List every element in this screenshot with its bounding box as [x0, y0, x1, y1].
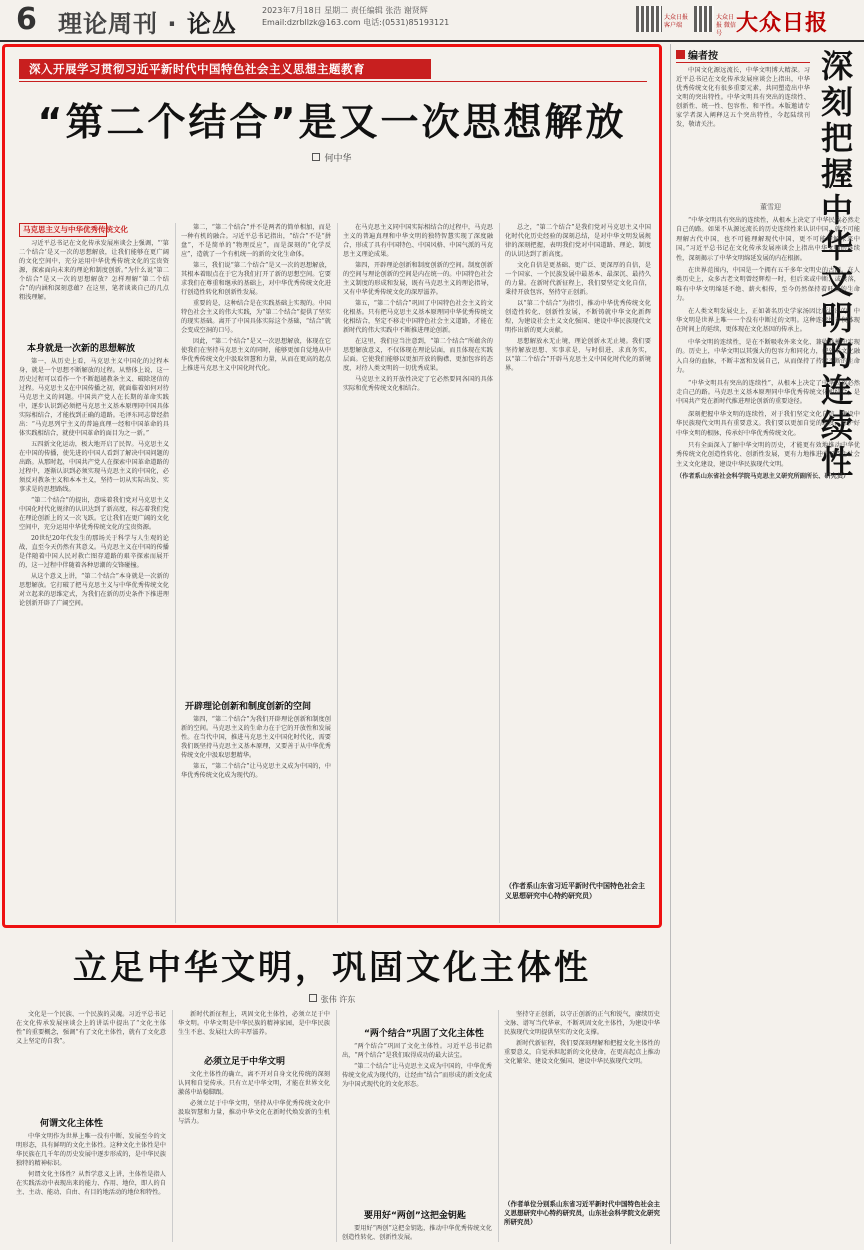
- editors-note-text: [676, 66, 810, 166]
- newspaper-logo: 大众日报: [736, 10, 829, 36]
- article-column-2b: [181, 715, 331, 925]
- byline-box-icon: [312, 153, 320, 161]
- article2-column-1a: [16, 1010, 166, 1110]
- qr2-label: 大众日报 微信号: [716, 14, 736, 37]
- paragraph: “第二个结合”的提出，意味着我们党对马克思主义中国化时代化规律的认识达到了新高度，标志着我们党在理论创新上的又一次飞跃。它让我们在更广阔的文化空间中，充分运用中华优秀传统文化的宝贵资源。: [19, 497, 169, 531]
- paragraph: 第三，我们说“第二个结合”是又一次的思想解放，其根本着眼点在于它为我们打开了新的思想空间。它要求我们在尊重和继承的基础上，对中华优秀传统文化进行创造性转化和创新性发展。: [181, 262, 331, 296]
- paragraph: 以“第二个结合”为指引，推动中华优秀传统文化创造性转化、创新性发展，不断铸就中华文化新辉煌，为建设社会主义文化强国、建设中华民族现代文明作出新的更大贡献。: [505, 300, 651, 334]
- paragraph: 文化是一个民族、一个民族的灵魂。习近平总书记在文化传承发展座谈会上的讲话中提出了“文化主体性”的重要概念，强调“有了文化主体性，就有了文化意义上坚定的自我”。: [16, 1011, 166, 1045]
- paragraph: 要用好“两创”这把金钥匙，推动中华优秀传统文化创造性转化、创新性发展。: [342, 1225, 492, 1241]
- article-column-4: [505, 223, 651, 873]
- author-note: （作者系山东省习近平新时代中国特色社会主义思想研究中心特约研究员）: [505, 882, 645, 900]
- editors-note-icon: [676, 50, 685, 59]
- banner-text: 深入开展学习贯彻习近平新时代中国特色社会主义思想主题教育: [29, 62, 365, 76]
- page-number: 6: [16, 2, 37, 37]
- paragraph: 何谓文化主体性？从哲学意义上讲，主体性是指人在实践活动中表现出来的能力、作用、地位，即人的自主、主动、能动、自由、有目的地活动的地位和特性。: [16, 1171, 166, 1196]
- paragraph: 五四新文化运动，极大地开启了民智。马克思主义在中国的传播，使先进的中国人看到了解决中国问题的出路。从那时起，中国共产党人在探索中国革命道路的过程中，逐渐认识到必须实现马克思主义的中国化，必须反对教条主义和本本主义，坚持一切从实际出发、实事求是的思想路线。: [19, 441, 169, 493]
- section-title: 理论周刊 · 论丛: [58, 10, 237, 38]
- paragraph: 第五，“第二个结合”巩固了中国特色社会主义的文化根基。只有把马克思主义基本原理同中华优秀传统文化相结合，坚定不移走中国特色社会主义道路，才能在新时代的伟大实践中不断推进理论创新。: [343, 300, 493, 334]
- column-rule: [172, 1010, 173, 1242]
- paragraph: 在世界范围内，中国是一个拥有五千多年文明史的古国。在人类历史上，众多古老文明曾经辉煌一时，但后来或中断、或衰落，唯有中华文明绵延不绝、薪火相传，至今仍然保持着旺盛的生命力。: [676, 267, 860, 303]
- contact-line: Email:dzrbllzk@163.com 电话:(0531)85193121: [262, 18, 450, 27]
- paragraph: 马克思主义的开放性决定了它必然要同各国的具体实际和优秀传统文化相结合。: [343, 376, 493, 392]
- paragraph: 在人类文明发展史上，正如著名历史学家汤因比所指出的，中华文明是世界上唯一一个没有中断过的文明。这种连续性不仅体现在时间上的延续，更体现在文化基因的传承上。: [676, 307, 860, 334]
- header-meta: [262, 5, 449, 29]
- highlighted-article[interactable]: [2, 44, 662, 928]
- paragraph: 习近平总书记在文化传承发展座谈会上强调，“‘第二个结合’是又一次的思想解放，让我们能够在更广阔的文化空间中，充分运用中华优秀传统文化的宝贵资源，探索面向未来的理论和制度创新。”为什么说“第二个结合”是又一次的思想解放？怎样理解“第二个结合”的内涵和深刻意蕴？在这里，笔者谈谈自己的几点粗浅理解。: [19, 240, 169, 301]
- article-column-3: [343, 223, 493, 925]
- paragraph: 第一，从历史上看，马克思主义中国化的过程本身，就是一个思想不断解放的过程。从整体上说，这一历史过程可以看作一个不断超越教条主义、破除迷信的过程。马克思主义在中国传播之初，就面临着如何对待马克思主义的问题。中国共产党人在长期的革命实践中，逐步认识到必须把马克思主义基本原理同中国具体实际相结合，才能找到正确的道路。毛泽东同志曾经指出：“马克思列宁主义的普遍真理一经和中国革命的具体实践相结合，就使中国革命的面目为之一新。”: [19, 358, 169, 437]
- paragraph: 总之，“第二个结合”是我们党对马克思主义中国化时代化历史经验的深刻总结，是对中华文明发展规律的深刻把握，表明我们党对中国道路、理论、制度的认识达到了新高度。: [505, 224, 651, 258]
- article2-column-4: [504, 1010, 660, 1196]
- sidebar-divider: [670, 44, 671, 1244]
- article2-column-3: [342, 1042, 492, 1202]
- paragraph: “中华文明具有突出的连续性”，从根本上决定了中华民族必然走自己的路。马克思主义基本原理同中华优秀传统文化相结合，是中国共产党在新时代推进理论创新的重要途径。: [676, 379, 860, 406]
- article2-column-2: [178, 1070, 330, 1244]
- paragraph: 中华文明作为世界上唯一没有中断、发展至今的文明形态，具有鲜明的文化主体性。这种文化主体性是中华民族在几千年的历史发展中逐步形成的，是中华民族独特的精神标识。: [16, 1133, 166, 1167]
- paragraph: 中华文明的连续性，是在不断吸收外来文化、兼收并蓄中实现的。历史上，中华文明以其强大的包容力和同化力，把外来文化融入自身的血脉，不断丰富和发展自己，从而保持了持续不断的生命力。: [676, 338, 860, 375]
- author-note: （作者系山东省社会科学院马克思主义研究所副所长、研究员）: [676, 473, 850, 481]
- author-name: 张伟 许东: [320, 995, 356, 1004]
- author-note: （作者单位分别系山东省习近平新时代中国特色社会主义思想研究中心特约研究员，山东社会科学院文化研究所研究员）: [504, 1200, 660, 1226]
- paragraph: “中华文明具有突出的连续性，从根本上决定了中华民族必然走自己的路。如果不从源远流长的历史连续性来认识中国，就不可能理解古代中国，也不可能理解现代中国，更不可能理解未来中国。”习近平总书记在文化传承发展座谈会上指出中华文明的连续性，深刻揭示了中华文明绵延发展的内在根据。: [676, 217, 860, 262]
- tag-box: [19, 223, 128, 237]
- right-article-body: [676, 216, 860, 1240]
- column-rule: [336, 1010, 337, 1242]
- byline-box-icon: [309, 994, 317, 1002]
- column-rule: [499, 223, 500, 923]
- paragraph: 坚持守正创新，以守正创新的正气和锐气，赓续历史文脉、谱写当代华章，不断巩固文化主体性，为建设中华民族现代文明提供坚实的文化支撑。: [504, 1011, 660, 1036]
- date-line: 2023年7月18日 星期二 责任编辑 张浩 谢贤辉: [262, 6, 428, 15]
- section-subhead: 本身就是一次新的思想解放: [27, 344, 136, 354]
- column-rule: [337, 223, 338, 923]
- author-name: 何中华: [324, 154, 352, 164]
- editors-note-title: 编者按: [688, 51, 718, 62]
- section-subhead: 要用好“两创”这把金钥匙: [364, 1211, 466, 1221]
- column-rule: [498, 1010, 499, 1242]
- vertical-article-title: 深刻把握中华文明的连续性: [820, 47, 853, 481]
- paragraph: 必须立足于中华文明，坚持从中华优秀传统文化中汲取智慧和力量，推动中华文化在新时代焕发新的生机与活力。: [178, 1100, 330, 1125]
- paragraph: 在马克思主义同中国实际相结合的过程中，马克思主义的普遍真理和中华文明的独特智慧实现了深度融合，形成了具有中国特色、中国风格、中国气派的马克思主义理论成果。: [343, 224, 493, 258]
- article2-column-3b: [342, 1224, 492, 1244]
- theme-banner: [19, 59, 431, 79]
- paragraph: 文化自信是更基础、更广泛、更深厚的自信，是一个国家、一个民族发展中最基本、最深沉、最持久的力量。在新时代新征程上，我们要坚定文化自信，秉持开放包容，坚持守正创新。: [505, 262, 651, 296]
- article-headline: “第二个结合”是又一次思想解放: [37, 100, 627, 144]
- article2-column-1: [16, 1132, 166, 1244]
- qr1-label: 大众日报 客户端: [664, 14, 689, 29]
- section-subhead: 开辟理论创新和制度创新的空间: [185, 702, 312, 712]
- paragraph: “第二个结合”让马克思主义成为中国的，中华优秀传统文化成为现代的，让经由“结合”而形成的新文化成为中国式现代化的文化形态。: [342, 1063, 492, 1088]
- paragraph: 第五，“第二个结合”让马克思主义成为中国的，中华优秀传统文化成为现代的。: [181, 763, 331, 779]
- paragraph: 只有全面深入了解中华文明的历史，才能更有效地推动中华优秀传统文化创造性转化、创新性发展，更有力地推进中国特色社会主义文化建设，建设中华民族现代文明。: [676, 441, 860, 468]
- article-column-2: [181, 223, 331, 693]
- paragraph: 第四，开辟理论创新和制度创新的空间。制度创新的空间与理论创新的空间是内在统一的。中国特色社会主义制度的形成和发展，既有马克思主义的理论指导，又有中华优秀传统文化的深厚滋养。: [343, 262, 493, 296]
- paragraph: “两个结合”巩固了文化主体性。习近平总书记指出，“两个结合”是我们取得成功的最大法宝。: [342, 1043, 492, 1059]
- article2-byline: [0, 994, 664, 1005]
- article2-column-2a: [178, 1010, 330, 1050]
- tag-text: 马克思主义与中华优秀传统文化: [23, 225, 128, 234]
- paragraph: 从这个意义上讲，“第二个结合”本身就是一次新的思想解放。它打破了把马克思主义与中华优秀传统文化对立起来的思维定式，为我们在新的历史条件下推进理论创新开辟了广阔空间。: [19, 573, 169, 607]
- article-byline: [5, 151, 659, 164]
- column-rule: [175, 223, 176, 923]
- article-column-1: [19, 357, 169, 925]
- paragraph: 新时代新征程，我们要深刻理解和把握文化主体性的重要意义，自觉承担起新的文化使命，在更高起点上推动文化繁荣、建设文化强国、建设中华民族现代文明。: [504, 1040, 660, 1065]
- section-name: 理论周刊: [58, 10, 158, 38]
- section-subhead: 何谓文化主体性: [40, 1119, 104, 1129]
- paragraph: 20世纪20年代发生的那场关于科学与人生观的论战，直至今天仍然有其意义。马克思主义在中国的传播是伴随着中国人民对救亡图存道路的艰辛探索而展开的，这一过程中伴随着各种思潮的交锋碰撞。: [19, 535, 169, 569]
- paragraph: 第四，“第二个结合”为我们开辟理论创新和制度创新的空间。马克思主义的生命力在于它的开放性和发展性。在当代中国，推进马克思主义中国化时代化，需要我们既坚持马克思主义基本原理，又要善于从中华优秀传统文化中汲取思想精华。: [181, 716, 331, 759]
- section-subhead: 必须立足于中华文明: [204, 1057, 286, 1067]
- paragraph: 在这里，我们应当注意到，“第二个结合”所蕴含的思想解放意义，不仅体现在理论层面，而且体现在实践层面。它使我们能够以更加开放的胸襟、更加包容的态度，对待人类文明的一切优秀成果。: [343, 338, 493, 372]
- paragraph: 重要的是，这种结合是在实践基础上实现的。中国特色社会主义的伟大实践，为“第二个结合”提供了坚实的现实基础。离开了中国具体实际这个基础，“结合”就会变成空洞的口号。: [181, 300, 331, 334]
- paragraph: 文化主体性的确立，离不开对自身文化传统的深刻认同和自觉传承。只有立足中华文明，才能在世界文化激荡中站稳脚跟。: [178, 1071, 330, 1096]
- section-sub: 论丛: [186, 10, 237, 38]
- editors-note-rule: [676, 62, 810, 63]
- banner-rule: [19, 81, 647, 82]
- paragraph: 因此，“第二个结合”是又一次思想解放，体现在它使我们在坚持马克思主义的同时，能够更加自觉地从中华优秀传统文化中汲取智慧和力量，从而在更高的起点上推进马克思主义中国化时代化。: [181, 338, 331, 372]
- paragraph: 深刻把握中华文明的连续性，对于我们坚定文化自信、建设中华民族现代文明具有重要意义。我们要以更加自觉的态度，守护好中华文明的根脉，传承好中华优秀传统文化。: [676, 410, 860, 437]
- paragraph: 第二，“第二个结合”并不是两者的简单相加，而是一种有机的融合。习近平总书记指出，“结合”不是“拼盘”，不是简单的“物理反应”，而是深刻的“化学反应”，造就了一个有机统一的新的文化生命体。: [181, 224, 331, 258]
- paragraph: 思想解放永无止境，理论创新永无止境。我们要坚持解放思想、实事求是、与时俱进、求真务实，以“第二个结合”开辟马克思主义中国化时代化的新境界。: [505, 338, 651, 372]
- paragraph: 新时代新征程上，巩固文化主体性，必须立足于中华文明。中华文明是中华民族的精神家园，是中华民族生生不息、发展壮大的丰厚滋养。: [178, 1011, 330, 1036]
- masthead: [0, 0, 864, 42]
- right-article-byline: 董雪迎: [760, 203, 781, 211]
- article-column-1a: [19, 239, 169, 337]
- paragraph: 中国文化源远流长，中华文明博大精深。习近平总书记在文化传承发展座谈会上指出，中华优秀传统文化有很多重要元素，共同塑造出中华文明的突出特性。中华文明具有突出的连续性、创新性、统一性、包容性、和平性。本版邀请专家学者深入阐释这五个突出特性，今起陆续刊发，敬请关注。: [676, 67, 810, 128]
- article2-headline: 立足中华文明，巩固文化主体性: [73, 948, 591, 988]
- qr-code-icon[interactable]: [636, 6, 662, 32]
- qr-code-icon[interactable]: [694, 6, 714, 32]
- section-subhead: “两个结合”巩固了文化主体性: [364, 1029, 484, 1039]
